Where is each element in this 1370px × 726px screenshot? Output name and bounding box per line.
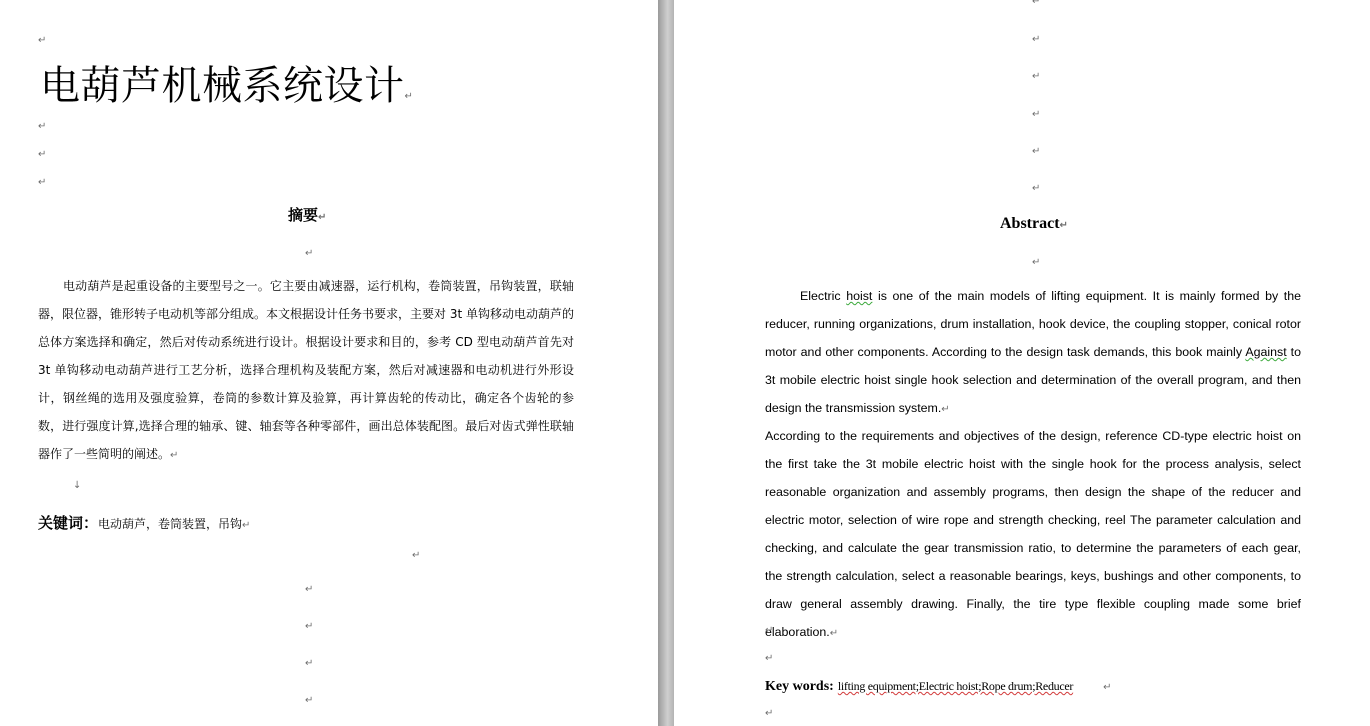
keywords-label-en: Key words:	[765, 679, 834, 694]
paragraph-mark	[830, 628, 838, 639]
abstract-paragraph-1: Electric hoist is one of the main models of lifting equipment. It is mainly formed by the reducer, running organizations, drum installation, hook device, the coupling stopper, conical rotor motor and other components. According to the design task demands, this book mainly Against to 3t mobile electric hoist single hook selection and determination of the overall program, and then design the transmission system. ↵	[765, 282, 1301, 422]
paragraph-mark	[305, 622, 313, 632]
abstract-body-cn: 电动葫芦是起重设备的主要型号之一。它主要由减速器，运行机构，卷筒装置，吊钩装置，联轴器，限位器，锥形转子电动机等部分组成。本文根据设计任务书要求，主要对 3t 单钩移动电动葫芦的总体方案选择和确定，然后对传动系统进行设计。根据设计要求和目的，参考 CD 型电动葫芦首先对 3t 单钩移动电动葫芦进行工艺分析，选择合理机构及装配方案，然后对减速器和电动机进行外形设计，钢丝绳的选用及强度验算，卷筒的参数计算及验算，再计算齿轮的传动比，确定各个齿轮的参数，进行强度计算,选择合理的轴承、键、轴套等各种零部件，画出总体装配图。最后对齿式弹性联轴器作了一些简明的阐述。 ↵	[38, 272, 574, 468]
page-gutter	[658, 0, 674, 726]
paragraph-mark	[1032, 147, 1040, 157]
line-break-mark	[73, 481, 81, 491]
paragraph-mark	[1032, 110, 1040, 120]
paragraph-mark	[765, 709, 773, 719]
paragraph-mark	[38, 150, 46, 160]
paragraph-mark	[38, 36, 46, 46]
paragraph-mark	[242, 520, 250, 531]
paragraph-mark	[412, 551, 420, 561]
paragraph-mark	[318, 212, 326, 223]
keywords-text-en[interactable]: lifting equipment;Electric hoist;Rope drum;Reducer	[837, 679, 1074, 693]
abstract-paragraph-2: According to the requirements and objectives of the design, reference CD-type electric hoist on the first take the 3t mobile electric hoist with the single hook for the process analysis, select reasonable organization and assembly programs, then design the shape of the reducer and electric motor, selection of wire rope and strength checking, reel The parameter calculation and checking, and calculate the gear transmission ratio, to determine the parameters of each gear, the strength calculation, select a reasonable bearings, keys, bushings and other components, to draw general assembly drawing. Finally, the tire type flexible coupling made some brief elaboration. ↵	[765, 422, 1301, 646]
paragraph-mark	[941, 404, 949, 415]
paragraph-mark	[38, 122, 46, 132]
keywords-text-cn: 电动葫芦，卷筒装置，吊钩	[98, 517, 243, 531]
abstract-heading-en: Abstract ↵	[1000, 214, 1068, 234]
grammar-flag[interactable]: Against	[1245, 345, 1287, 359]
paragraph-mark	[765, 626, 773, 636]
paragraph-mark	[305, 249, 313, 259]
paragraph-mark	[305, 585, 313, 595]
paragraph-mark	[1032, 258, 1040, 268]
paragraph-mark	[405, 91, 414, 102]
paragraph-mark	[1032, 0, 1040, 7]
document-title: 电葫芦机械系统设计 ↵	[40, 60, 413, 112]
grammar-flag[interactable]: hoist	[846, 289, 873, 303]
paragraph-mark	[305, 696, 313, 706]
paragraph-mark	[38, 178, 46, 188]
paragraph-mark	[1032, 35, 1040, 45]
keywords-cn	[38, 512, 250, 533]
document-page-left	[0, 0, 658, 726]
paragraph-mark	[765, 654, 773, 664]
paragraph-mark	[1032, 184, 1040, 194]
keywords-label-cn: 关键词：	[38, 514, 99, 532]
paragraph-mark	[1032, 72, 1040, 82]
abstract-heading-cn: 摘要 ↵	[288, 205, 326, 225]
keywords-en	[765, 677, 1112, 695]
paragraph-mark	[305, 659, 313, 669]
paragraph-mark	[1103, 682, 1111, 693]
paragraph-mark	[170, 450, 178, 461]
paragraph-mark	[1060, 220, 1068, 231]
